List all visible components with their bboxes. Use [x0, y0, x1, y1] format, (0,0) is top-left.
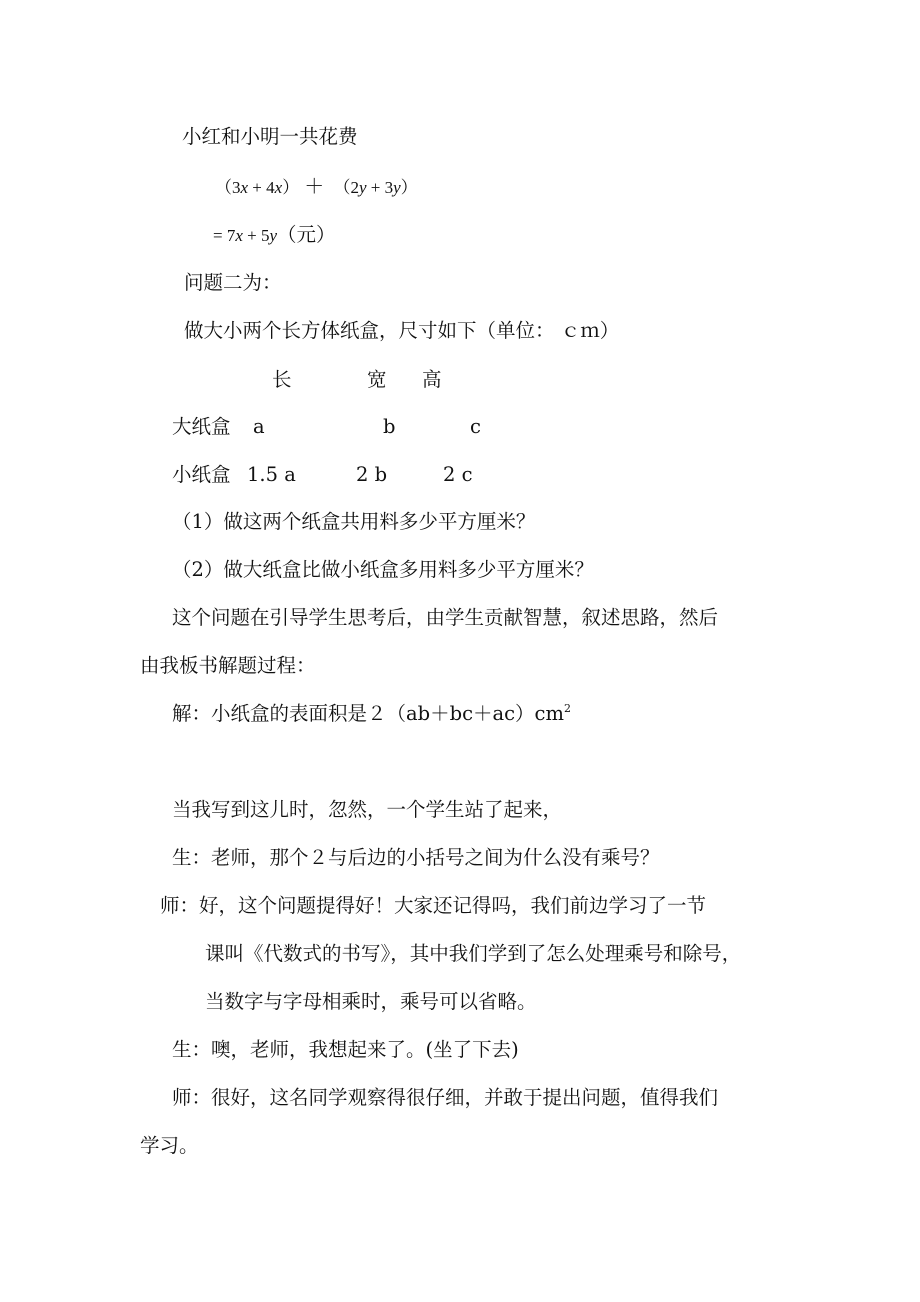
header-length: 长 — [272, 368, 292, 391]
eq-part: = 7 — [213, 226, 236, 245]
dialogue-teacher-cont: 学习。 — [140, 1134, 199, 1157]
value-length: a — [253, 415, 265, 438]
question-item-2: （2）做大纸盒比做小纸盒多用料多少平方厘米？ — [172, 558, 594, 581]
coef: 2 — [350, 178, 359, 197]
coef: 4 — [266, 178, 275, 197]
var-y: y — [393, 178, 401, 197]
paren: （ — [333, 178, 351, 197]
op: + — [366, 178, 385, 197]
exponent: 2 — [563, 702, 571, 715]
text-line-question-two: 问题二为： — [184, 271, 282, 294]
text-line-box-sizes: 做大小两个长方体纸盒，尺寸如下（单位： ｃｍ） — [184, 319, 620, 342]
var-y: y — [269, 226, 278, 245]
value-height: 2 c — [443, 463, 473, 486]
equation-result — [213, 223, 336, 249]
op: ＋ — [299, 176, 330, 198]
row-label: 小纸盒 — [172, 463, 231, 486]
unit: （元） — [277, 225, 336, 246]
coef: 3 — [384, 178, 394, 197]
var-y: y — [358, 178, 367, 197]
equation-sum — [215, 174, 418, 201]
text-line-total-cost: 小红和小明一共花费 — [182, 125, 358, 148]
value-width: b — [383, 415, 396, 438]
dialogue-student: 生：噢，老师，我想起来了。(坐了下去) — [172, 1038, 519, 1061]
solution-line — [172, 701, 571, 727]
var-x: x — [274, 178, 283, 197]
eq-part: + 5 — [242, 226, 270, 245]
paren: （ — [215, 178, 232, 197]
value-height: c — [470, 415, 481, 438]
dialogue-student: 生：老师，那个２与后边的小括号之间为什么没有乘号？ — [172, 846, 660, 869]
question-item-1: （1）做这两个纸盒共用料多少平方厘米？ — [172, 510, 536, 533]
op: + — [248, 178, 267, 197]
solution-text: 解：小纸盒的表面积是２（ab＋bc＋ac）cm — [172, 702, 564, 725]
var-x: x — [235, 226, 243, 245]
var-x: x — [240, 178, 249, 197]
coef: 3 — [232, 178, 241, 197]
paragraph-line: 由我板书解题过程： — [140, 654, 316, 677]
value-length: 1.5 a — [247, 463, 296, 486]
paren: ） — [282, 178, 300, 197]
dialogue-teacher: 师：好，这个问题提得好！大家还记得吗，我们前边学习了一节 — [160, 894, 707, 917]
dialogue-teacher-cont: 课叫《代数式的书写》，其中我们学到了怎么处理乘号和除号， — [205, 942, 742, 965]
paragraph-line: 当我写到这儿时，忽然，一个学生站了起来， — [172, 798, 563, 821]
dialogue-teacher: 师：很好，这名同学观察得很仔细，并敢于提出问题，值得我们 — [172, 1086, 719, 1109]
header-width: 宽 — [367, 368, 387, 391]
row-label: 大纸盒 — [172, 415, 231, 438]
header-height: 高 — [422, 368, 442, 391]
dialogue-teacher-cont: 当数字与字母相乘时，乘号可以省略。 — [205, 990, 537, 1013]
paragraph-line: 这个问题在引导学生思考后，由学生贡献智慧，叙述思路，然后 — [172, 606, 719, 629]
value-width: 2 b — [356, 463, 388, 486]
paren: ） — [400, 178, 418, 197]
